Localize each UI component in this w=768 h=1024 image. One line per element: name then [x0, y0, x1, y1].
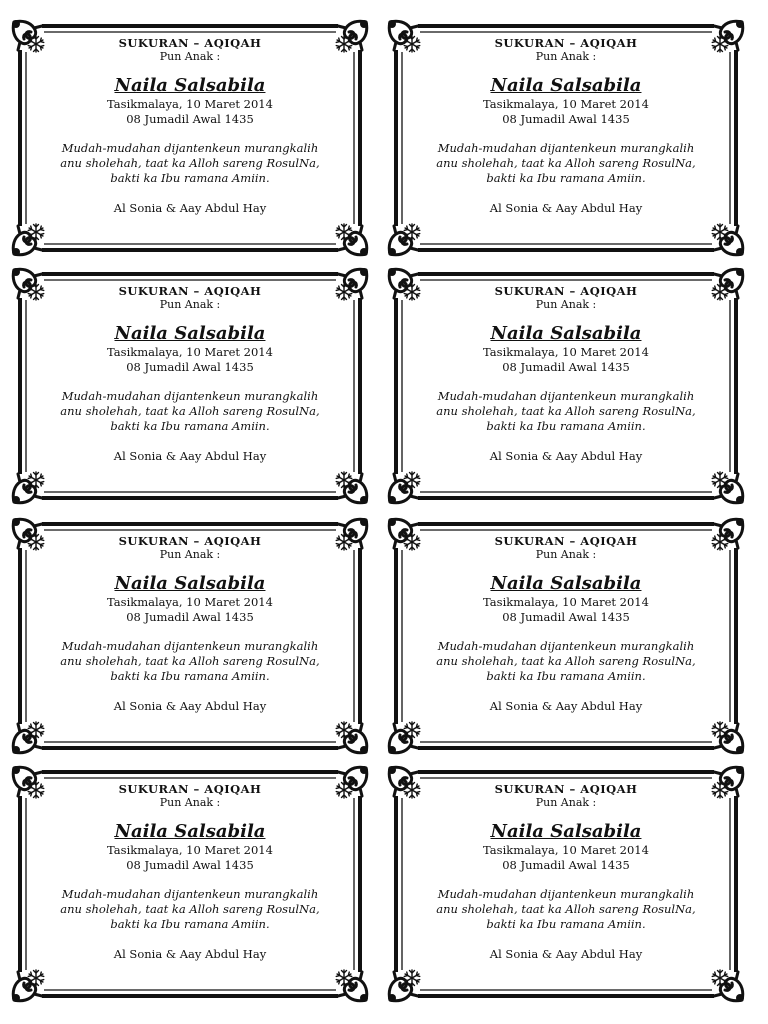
- prayer-line: anu sholehah, taat ka Alloh sareng RosulNa,: [436, 404, 696, 418]
- signature: Al Sonia & Aay Abdul Hay: [113, 449, 267, 463]
- invitation-card: [12, 766, 368, 1002]
- card-content: [406, 782, 726, 962]
- invitation-card: [388, 518, 744, 754]
- place-date: Tasikmalaya, 10 Maret 2014: [107, 345, 273, 359]
- corner-ornament-icon: [712, 472, 744, 504]
- prayer-line: bakti ka Ibu ramana Amiin.: [486, 419, 646, 433]
- signature: Al Sonia & Aay Abdul Hay: [489, 201, 643, 215]
- prayer-line: anu sholehah, taat ka Alloh sareng RosulNa,: [60, 404, 320, 418]
- card-subheading: Pun Anak :: [535, 796, 597, 809]
- invitation-card: [12, 518, 368, 754]
- child-name: Naila Salsabila: [114, 573, 266, 594]
- prayer-line: anu sholehah, taat ka Alloh sareng RosulNa,: [60, 902, 320, 916]
- prayer-line: anu sholehah, taat ka Alloh sareng RosulNa,: [60, 654, 320, 668]
- hijri-date: 08 Jumadil Awal 1435: [126, 610, 254, 624]
- invitation-card: [12, 20, 368, 256]
- prayer-line: bakti ka Ibu ramana Amiin.: [486, 171, 646, 185]
- hijri-date: 08 Jumadil Awal 1435: [502, 858, 630, 872]
- card-subheading: Pun Anak :: [159, 50, 221, 63]
- card-heading: SUKURAN – AQIQAH: [118, 284, 262, 298]
- child-name: Naila Salsabila: [490, 821, 642, 842]
- prayer-line: bakti ka Ibu ramana Amiin.: [110, 419, 270, 433]
- place-date: Tasikmalaya, 10 Maret 2014: [107, 97, 273, 111]
- prayer-line: Mudah-mudahan dijantenkeun murangkalih: [437, 887, 695, 901]
- prayer-line: Mudah-mudahan dijantenkeun murangkalih: [437, 639, 695, 653]
- corner-ornament-icon: [712, 722, 744, 754]
- child-name: Naila Salsabila: [114, 323, 266, 344]
- child-name: Naila Salsabila: [490, 573, 642, 594]
- prayer-line: anu sholehah, taat ka Alloh sareng RosulNa,: [436, 156, 696, 170]
- card-heading: SUKURAN – AQIQAH: [494, 534, 638, 548]
- signature: Al Sonia & Aay Abdul Hay: [489, 947, 643, 961]
- corner-ornament-icon: [388, 722, 420, 754]
- prayer-line: bakti ka Ibu ramana Amiin.: [486, 669, 646, 683]
- prayer-text: [406, 389, 726, 434]
- prayer-text: [30, 389, 350, 434]
- corner-ornament-icon: [12, 472, 44, 504]
- hijri-date: 08 Jumadil Awal 1435: [502, 112, 630, 126]
- prayer-line: anu sholehah, taat ka Alloh sareng RosulNa,: [436, 654, 696, 668]
- prayer-text: [406, 887, 726, 932]
- card-heading: SUKURAN – AQIQAH: [494, 284, 638, 298]
- prayer-line: bakti ka Ibu ramana Amiin.: [110, 669, 270, 683]
- prayer-text: [30, 887, 350, 932]
- prayer-text: [30, 141, 350, 186]
- prayer-text: [406, 639, 726, 684]
- signature: Al Sonia & Aay Abdul Hay: [489, 699, 643, 713]
- card-subheading: Pun Anak :: [159, 298, 221, 311]
- corner-ornament-icon: [12, 970, 44, 1002]
- card-content: [406, 36, 726, 216]
- child-name: Naila Salsabila: [114, 821, 266, 842]
- corner-ornament-icon: [336, 224, 368, 256]
- prayer-line: bakti ka Ibu ramana Amiin.: [110, 171, 270, 185]
- hijri-date: 08 Jumadil Awal 1435: [126, 858, 254, 872]
- card-content: [406, 534, 726, 714]
- corner-ornament-icon: [712, 224, 744, 256]
- card-subheading: Pun Anak :: [535, 298, 597, 311]
- corner-ornament-icon: [336, 970, 368, 1002]
- card-content: [30, 284, 350, 464]
- card-heading: SUKURAN – AQIQAH: [494, 36, 638, 50]
- corner-ornament-icon: [12, 224, 44, 256]
- child-name: Naila Salsabila: [114, 75, 266, 96]
- card-heading: SUKURAN – AQIQAH: [118, 782, 262, 796]
- place-date: Tasikmalaya, 10 Maret 2014: [107, 595, 273, 609]
- corner-ornament-icon: [388, 970, 420, 1002]
- prayer-text: [406, 141, 726, 186]
- corner-ornament-icon: [712, 970, 744, 1002]
- prayer-line: bakti ka Ibu ramana Amiin.: [110, 917, 270, 931]
- place-date: Tasikmalaya, 10 Maret 2014: [483, 843, 649, 857]
- child-name: Naila Salsabila: [490, 323, 642, 344]
- prayer-line: Mudah-mudahan dijantenkeun murangkalih: [61, 639, 319, 653]
- signature: Al Sonia & Aay Abdul Hay: [113, 201, 267, 215]
- prayer-line: Mudah-mudahan dijantenkeun murangkalih: [61, 141, 319, 155]
- hijri-date: 08 Jumadil Awal 1435: [126, 360, 254, 374]
- card-content: [30, 36, 350, 216]
- invitation-card: [388, 268, 744, 504]
- corner-ornament-icon: [388, 472, 420, 504]
- prayer-line: Mudah-mudahan dijantenkeun murangkalih: [61, 389, 319, 403]
- card-heading: SUKURAN – AQIQAH: [118, 534, 262, 548]
- card-heading: SUKURAN – AQIQAH: [118, 36, 262, 50]
- prayer-line: Mudah-mudahan dijantenkeun murangkalih: [437, 141, 695, 155]
- corner-ornament-icon: [12, 722, 44, 754]
- invitation-card: [388, 20, 744, 256]
- card-content: [406, 284, 726, 464]
- card-subheading: Pun Anak :: [159, 796, 221, 809]
- prayer-line: Mudah-mudahan dijantenkeun murangkalih: [61, 887, 319, 901]
- corner-ornament-icon: [336, 722, 368, 754]
- signature: Al Sonia & Aay Abdul Hay: [489, 449, 643, 463]
- card-subheading: Pun Anak :: [535, 50, 597, 63]
- corner-ornament-icon: [336, 472, 368, 504]
- place-date: Tasikmalaya, 10 Maret 2014: [483, 595, 649, 609]
- prayer-line: anu sholehah, taat ka Alloh sareng RosulNa,: [60, 156, 320, 170]
- card-heading: SUKURAN – AQIQAH: [494, 782, 638, 796]
- signature: Al Sonia & Aay Abdul Hay: [113, 947, 267, 961]
- hijri-date: 08 Jumadil Awal 1435: [126, 112, 254, 126]
- card-subheading: Pun Anak :: [159, 548, 221, 561]
- hijri-date: 08 Jumadil Awal 1435: [502, 360, 630, 374]
- prayer-text: [30, 639, 350, 684]
- invitation-card: [388, 766, 744, 1002]
- prayer-line: bakti ka Ibu ramana Amiin.: [486, 917, 646, 931]
- invitation-card: [12, 268, 368, 504]
- child-name: Naila Salsabila: [490, 75, 642, 96]
- corner-ornament-icon: [388, 224, 420, 256]
- card-content: [30, 534, 350, 714]
- place-date: Tasikmalaya, 10 Maret 2014: [107, 843, 273, 857]
- prayer-line: anu sholehah, taat ka Alloh sareng RosulNa,: [436, 902, 696, 916]
- card-content: [30, 782, 350, 962]
- card-subheading: Pun Anak :: [535, 548, 597, 561]
- signature: Al Sonia & Aay Abdul Hay: [113, 699, 267, 713]
- hijri-date: 08 Jumadil Awal 1435: [502, 610, 630, 624]
- prayer-line: Mudah-mudahan dijantenkeun murangkalih: [437, 389, 695, 403]
- place-date: Tasikmalaya, 10 Maret 2014: [483, 345, 649, 359]
- place-date: Tasikmalaya, 10 Maret 2014: [483, 97, 649, 111]
